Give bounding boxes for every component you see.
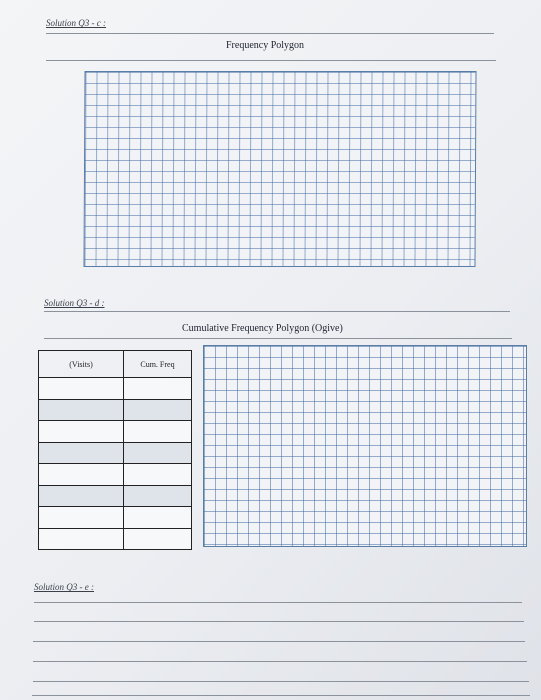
table-row — [39, 507, 192, 529]
visits-cell[interactable] — [39, 528, 124, 550]
table-row — [39, 378, 192, 400]
solution-q3-d-label: Solution Q3 - d : — [44, 298, 105, 308]
table-row — [39, 464, 192, 486]
divider-line — [46, 33, 494, 34]
visits-cell[interactable] — [39, 378, 124, 400]
visits-cell[interactable] — [39, 507, 124, 529]
table-row — [39, 421, 192, 443]
cum-freq-cell[interactable] — [124, 421, 192, 443]
visits-cell[interactable] — [39, 399, 124, 421]
ogive-grid — [203, 345, 527, 547]
table-header-row — [39, 351, 192, 378]
frequency-polygon-grid — [83, 71, 476, 267]
cum-freq-cell[interactable] — [124, 507, 192, 529]
visits-column-header: (Visits) — [39, 351, 124, 378]
visits-cell[interactable] — [39, 421, 124, 443]
table-row — [39, 399, 192, 421]
visits-cell[interactable] — [39, 464, 124, 486]
visits-cell[interactable] — [39, 485, 124, 507]
divider-line — [44, 338, 512, 339]
ogive-title: Cumulative Frequency Polygon (Ogive) — [182, 323, 343, 334]
frequency-polygon-title: Frequency Polygon — [226, 40, 305, 51]
cum-freq-cell[interactable] — [124, 442, 192, 464]
table-row — [39, 485, 192, 507]
answer-line — [33, 661, 527, 662]
table-row — [39, 528, 192, 550]
cumulative-frequency-table — [38, 350, 192, 550]
answer-line — [34, 621, 524, 622]
cum-freq-cell[interactable] — [124, 485, 192, 507]
answer-line — [32, 695, 530, 696]
cum-freq-column-header: Cum. Freq — [124, 351, 192, 378]
cum-freq-cell[interactable] — [124, 399, 192, 421]
answer-line — [34, 602, 522, 603]
solution-q3-e-label: Solution Q3 - e : — [34, 582, 94, 592]
cum-freq-cell[interactable] — [124, 378, 192, 400]
solution-q3-c-label: Solution Q3 - c : — [46, 18, 106, 28]
answer-line — [33, 681, 529, 682]
table-row — [39, 442, 192, 464]
divider-line — [46, 60, 496, 61]
cum-freq-cell[interactable] — [124, 464, 192, 486]
visits-cell[interactable] — [39, 442, 124, 464]
answer-line — [33, 641, 525, 642]
divider-line — [44, 311, 510, 312]
cum-freq-cell[interactable] — [124, 528, 192, 550]
